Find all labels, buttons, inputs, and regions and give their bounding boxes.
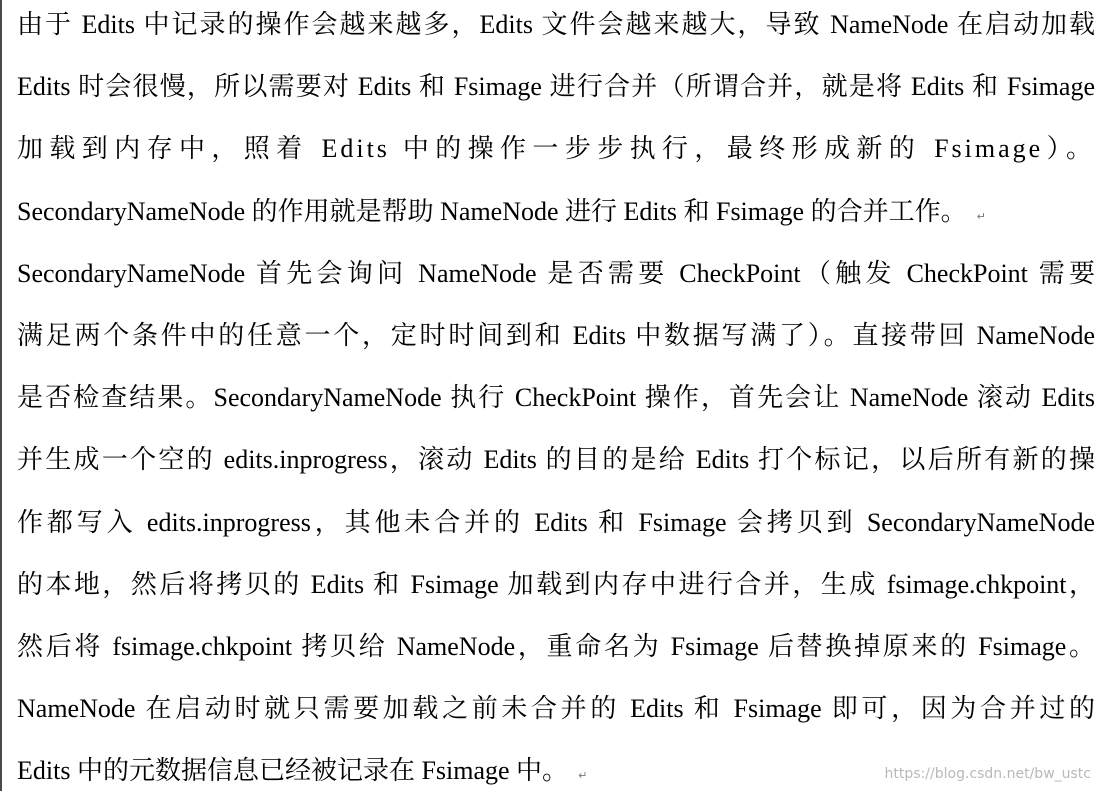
text-line-8: 并生成一个空的 edits.inprogress，滚动 Edits 的目的是给 Edits 打个标记，以后所有新的操 bbox=[17, 445, 1095, 475]
watermark-url: https://blog.csdn.net/bw_ustc bbox=[884, 766, 1091, 782]
text-line-4 bbox=[17, 187, 1095, 249]
text-line-13-content: Edits 中的元数据信息已经被记录在 Fsimage 中。 bbox=[17, 756, 569, 786]
text-line-1: 由于 Edits 中记录的操作会越来越多，Edits 文件会越来越大，导致 NameNode 在启动加载 bbox=[17, 10, 1095, 39]
text-line-6: 满足两个条件中的任意一个，定时时间到和 Edits 中数据写满了）。直接带回 NameNode bbox=[17, 320, 1095, 350]
left-margin-rule bbox=[0, 0, 2, 791]
text-line-9: 作都写入 edits.inprogress，其他未合并的 Edits 和 Fsimage 会拷贝到 SecondaryNameNode bbox=[17, 507, 1095, 537]
text-line-4-content: SecondaryNameNode 的作用就是帮助 NameNode 进行 Edits 和 Fsimage 的合并工作。 bbox=[17, 196, 967, 226]
text-line-5: SecondaryNameNode 首先会询问 NameNode 是否需要 CheckPoint（触发 CheckPoint 需要 bbox=[17, 258, 1095, 288]
paragraph-mark-icon: ↵ bbox=[578, 769, 588, 783]
paragraph-mark-icon: ↵ bbox=[976, 209, 986, 223]
text-line-7: 是否检查结果。SecondaryNameNode 执行 CheckPoint 操作，首先会让 NameNode 滚动 Edits bbox=[17, 383, 1095, 413]
text-line-12: NameNode 在启动时就只需要加载之前未合并的 Edits 和 Fsimage 即可，因为合并过的 bbox=[17, 694, 1095, 724]
text-line-2: Edits 时会很慢，所以需要对 Edits 和 Fsimage 进行合并（所谓合并，就是将 Edits 和 Fsimage bbox=[17, 72, 1095, 102]
text-line-3: 加载到内存中，照着 Edits 中的操作一步步执行，最终形成新的 Fsimage）。 bbox=[17, 134, 1095, 164]
text-line-11: 然后将 fsimage.chkpoint 拷贝给 NameNode，重命名为 Fsimage 后替换掉原来的 Fsimage。 bbox=[17, 631, 1095, 661]
text-line-10: 的本地，然后将拷贝的 Edits 和 Fsimage 加载到内存中进行合并，生成 fsimage.chkpoint， bbox=[17, 569, 1095, 599]
document-body bbox=[17, 0, 1095, 791]
